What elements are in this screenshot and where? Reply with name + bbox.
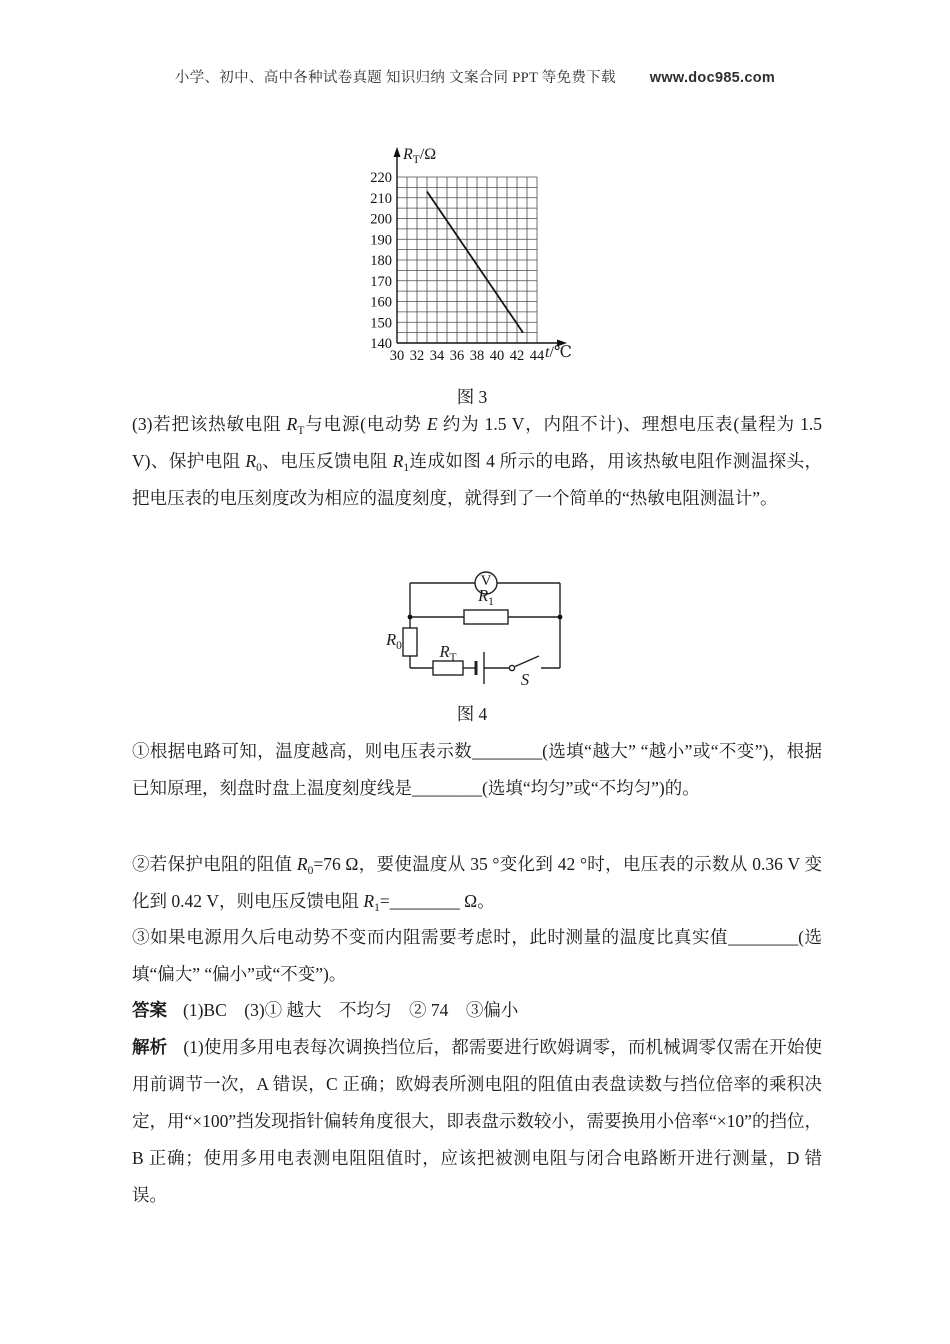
switch-blade — [515, 656, 539, 667]
svg-text:180: 180 — [370, 253, 392, 269]
svg-text:38: 38 — [469, 348, 485, 364]
junction-node-left — [408, 615, 413, 620]
svg-text:36: 36 — [449, 348, 465, 364]
resistor-r1-symbol — [464, 610, 508, 624]
switch-label: S — [520, 670, 530, 689]
svg-text:200: 200 — [370, 211, 392, 228]
analysis-label: 解析 — [132, 1037, 168, 1057]
figure3-caption: 图 3 — [456, 387, 488, 407]
svg-text:44: 44 — [529, 348, 545, 364]
header-site-url: www.doc985.com — [649, 70, 776, 86]
paragraph-3: (3)若把该热敏电阻 $R_T$与电源(电动势 E 约为 1.5 V，内阻不计)、理想电压表(量程为 1.5 V)、保护电阻 $R_0$、电压反馈电阻 $R_1$连成如图 4 所示的电路，用该热敏电阻作测温探头，把电压表的电压刻度改为相应的温度刻度，就得到了一个简单的“热敏电阻测温计”。 — [132, 414, 823, 508]
question-3: ③如果电源用久后电动势不变而内阻需要考虑时，此时测量的温度比真实值________(选填“偏大” “偏小”或“不变”)。 — [132, 927, 822, 984]
thermometer-circuit-diagram — [378, 556, 613, 701]
resistance-temperature-chart — [355, 138, 625, 373]
answer-row — [132, 992, 822, 1029]
page-header — [0, 66, 950, 87]
figure4-caption: 图 4 — [456, 704, 488, 724]
svg-text:220: 220 — [370, 170, 392, 186]
svg-text:30: 30 — [389, 348, 405, 364]
svg-text:32: 32 — [409, 348, 425, 364]
thermistor-rt-symbol — [433, 661, 463, 675]
analysis-text: (1)使用多用电表每次调换挡位后，都需要进行欧姆调零，而机械调零仅需在开始使用前调节一次，A 错误，C 正确；欧姆表所测电阻的阻值由表盘读数与挡位倍率的乘积决定，用“×100”挡发现指针偏转角度很大，即表盘示数较小，需要换用小倍率“×10”的挡位，B 正确；使用多用电表测电阻阻值时，应该把被测电阻与闭合电路断开进行测量，D 错误。 — [132, 1037, 823, 1205]
voltmeter-label: V — [480, 573, 492, 589]
chart-y-axis-label: $R_T/\Omega$ — [403, 146, 437, 166]
answer-text: (1)BC (3)① 越大 不均匀 ② 74 ③偏小 — [183, 1000, 519, 1020]
analysis-row — [132, 1029, 822, 1214]
svg-text:42: 42 — [509, 348, 525, 364]
svg-text:40: 40 — [489, 348, 505, 364]
junction-node-right — [558, 615, 563, 620]
svg-text:150: 150 — [370, 315, 392, 332]
r1-label: $R_1$ — [478, 586, 494, 608]
svg-text:210: 210 — [370, 190, 392, 207]
svg-text:140: 140 — [370, 336, 392, 352]
rt-label: $R_T$ — [439, 642, 457, 664]
chart-x-axis-label: t/℃ — [545, 344, 572, 361]
svg-text:34: 34 — [429, 348, 445, 364]
svg-text:190: 190 — [370, 232, 392, 249]
svg-text:160: 160 — [370, 294, 392, 311]
r0-label: $R_0$ — [386, 630, 402, 652]
chart-canvas — [355, 138, 625, 373]
header-promo-text: 小学、初中、高中各种试卷真题 知识归纳 文案合同 PPT 等免费下载 — [174, 70, 616, 86]
answer-label: 答案 — [132, 1000, 167, 1020]
svg-text:170: 170 — [370, 273, 392, 290]
question-2: ②若保护电阻的阻值 $R_0=76$ Ω，要使温度从 35 °变化到 42 °时，电压表的示数从 0.36 V 变化到 0.42 V，则电压反馈电阻 $R_1=\_\_\_\_\_\_\_\_$ Ω。 — [132, 854, 822, 914]
question-1: ①根据电路可知，温度越高，则电压表示数________(选填“越大” “越小”或“不变”)，根据已知原理，刻盘时盘上温度刻度线是________(选填“均匀”或“不均匀”)的。 — [132, 741, 822, 798]
